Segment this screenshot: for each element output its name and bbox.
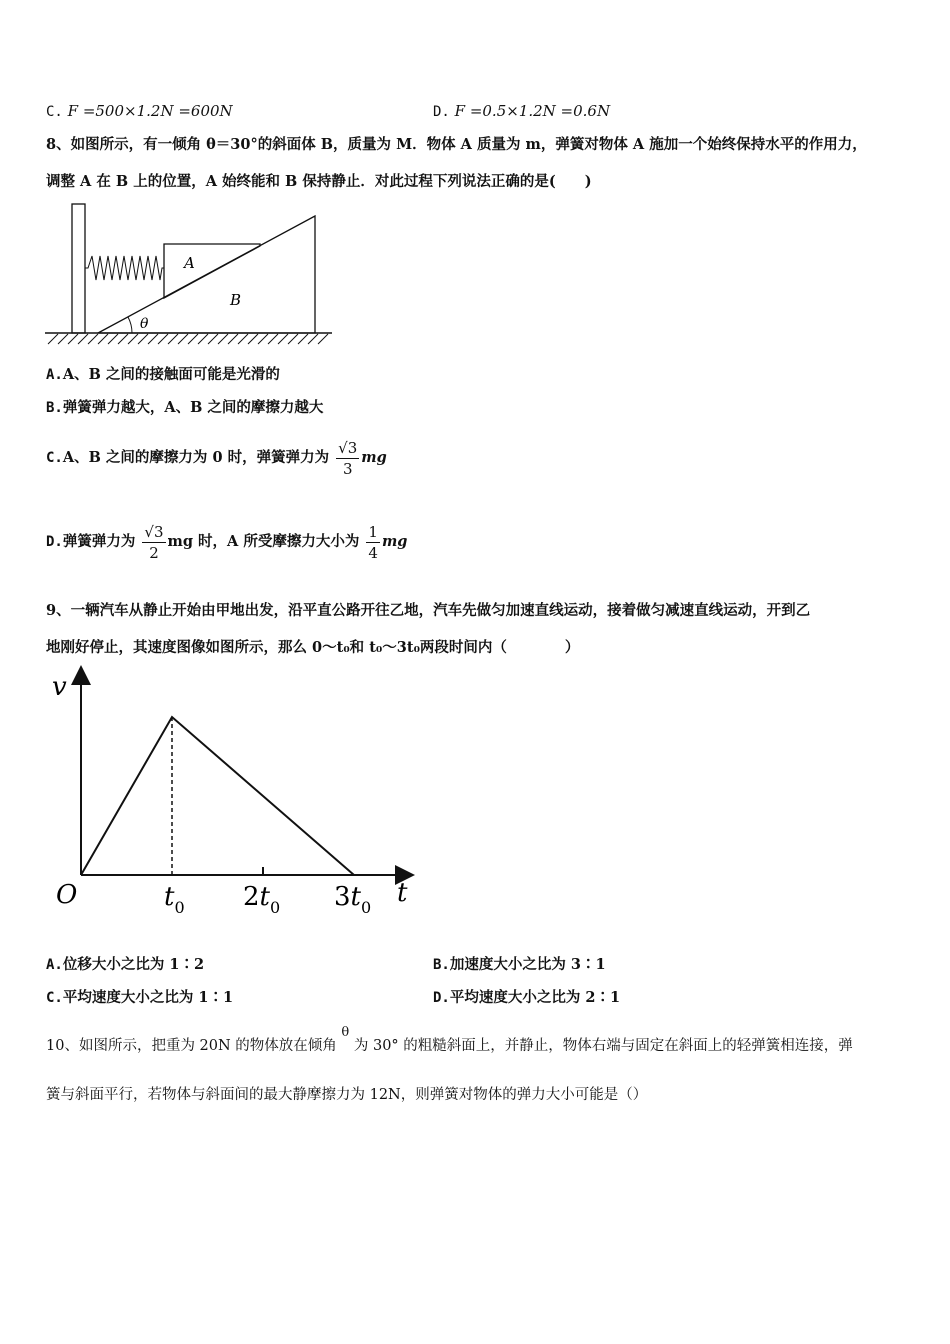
option-text: 位移大小之比为 1∶2 bbox=[62, 956, 205, 973]
option-text: 弹簧弹力为 bbox=[62, 533, 136, 550]
q8-stem-line2: 调整 A 在 B 上的位置，A 始终能和 B 保持静止．对此过程下列说法正确的是( ) bbox=[46, 173, 592, 190]
tick-label: $t_0$ bbox=[164, 882, 185, 917]
tick-label: $2t_0$ bbox=[243, 882, 281, 917]
option-text-mid: mg 时，A 所受摩擦力大小为 bbox=[167, 533, 360, 550]
fraction-sqrt3-over-2: $\frac{√3}{2}$ bbox=[144, 522, 164, 562]
option-label: D. bbox=[433, 104, 450, 120]
option-label: C. bbox=[46, 104, 63, 120]
q8-option-a bbox=[46, 365, 280, 385]
q7-option-c bbox=[46, 101, 233, 122]
q10-stem-line1 bbox=[46, 1025, 853, 1059]
frac-num: 3 bbox=[347, 438, 358, 457]
q9-stem-line2: 地刚好停止，其速度图像如图所示，那么 0～t₀和 t₀～3t₀两段时间内（ ） bbox=[46, 639, 580, 656]
angle-arc bbox=[128, 317, 132, 333]
q10-stem-line2: 簧与斜面平行，若物体与斜面间的最大静摩擦力为 12N，则弹簧对物体的弹力大小可能是（） bbox=[46, 1087, 648, 1103]
frac-den: 2 bbox=[149, 543, 159, 562]
x-axis-label: t bbox=[397, 878, 408, 908]
fraction-1-over-4 bbox=[366, 522, 380, 563]
y-axis-label: v bbox=[52, 672, 67, 702]
q8-option-c bbox=[46, 436, 387, 480]
option-text-mg: mg bbox=[361, 449, 387, 466]
origin-label: O bbox=[56, 880, 78, 910]
option-label: B. bbox=[433, 957, 450, 973]
option-text: 平均速度大小之比为 2∶1 bbox=[449, 989, 621, 1006]
label-theta: θ bbox=[140, 316, 149, 332]
option-text: 弹簧弹力越大，A、B 之间的摩擦力越大 bbox=[62, 399, 324, 416]
spring bbox=[85, 256, 164, 280]
option-text: 加速度大小之比为 3∶1 bbox=[449, 956, 606, 973]
label-a: A bbox=[184, 254, 195, 272]
q10-stem-pre: 10、如图所示，把重为 20N 的物体放在倾角 bbox=[46, 1038, 337, 1054]
q9-option-b bbox=[433, 955, 606, 975]
ground-hatch bbox=[48, 334, 328, 344]
fraction-sqrt3-over-3: $\frac{√3}{3}$ bbox=[338, 438, 358, 478]
q9-option-a bbox=[46, 955, 204, 975]
graph-marks bbox=[81, 717, 371, 917]
option-text: A、B 之间的摩擦力为 0 时，弹簧弹力为 bbox=[62, 449, 330, 466]
option-label: C. bbox=[46, 450, 63, 466]
option-text: A、B 之间的接触面可能是光滑的 bbox=[62, 366, 280, 383]
frac-den: 3 bbox=[342, 459, 353, 478]
frac-num: 1 bbox=[368, 522, 378, 541]
q8-stem-line1: 8、如图所示，有一倾角 θ＝30°的斜面体 B，质量为 M．物体 A 质量为 m，弹簧对物体 A 施加一个始终保持水平的作用力， bbox=[46, 136, 867, 153]
tick-label: $3t_0$ bbox=[334, 882, 372, 917]
q8-option-b bbox=[46, 398, 323, 418]
option-label: D. bbox=[433, 990, 450, 1006]
q9-option-d bbox=[433, 988, 620, 1008]
q7-option-d bbox=[433, 101, 610, 122]
q10-stem-post: 为 30° 的粗糙斜面上，并静止，物体右端与固定在斜面上的轻弹簧相连接，弹 bbox=[353, 1038, 853, 1054]
option-text-mg: mg bbox=[381, 533, 408, 550]
q8-incline-figure bbox=[40, 198, 340, 350]
q9-option-c bbox=[46, 988, 233, 1008]
option-text: 平均速度大小之比为 1∶1 bbox=[62, 989, 234, 1006]
option-expr: F =500×1.2N =600N bbox=[67, 102, 233, 120]
frac-num: 3 bbox=[153, 522, 164, 541]
option-expr: F =0.5×1.2N =0.6N bbox=[454, 102, 611, 120]
q8-option-d bbox=[46, 520, 407, 564]
option-label: B. bbox=[46, 400, 63, 416]
option-label: D. bbox=[46, 534, 63, 550]
option-label: A. bbox=[46, 367, 63, 383]
option-label: A. bbox=[46, 957, 63, 973]
q9-stem-line1: 9、一辆汽车从静止开始由甲地出发，沿平直公路开往乙地，汽车先做匀加速直线运动，接着做匀减速直线运动，开到乙 bbox=[46, 602, 811, 619]
option-label: C. bbox=[46, 990, 63, 1006]
q9-velocity-time-graph bbox=[40, 665, 430, 925]
label-b: B bbox=[230, 291, 242, 309]
frac-den: 4 bbox=[368, 543, 378, 562]
q10-theta: θ bbox=[341, 1025, 350, 1040]
wall bbox=[72, 204, 85, 333]
velocity-line bbox=[81, 717, 354, 875]
